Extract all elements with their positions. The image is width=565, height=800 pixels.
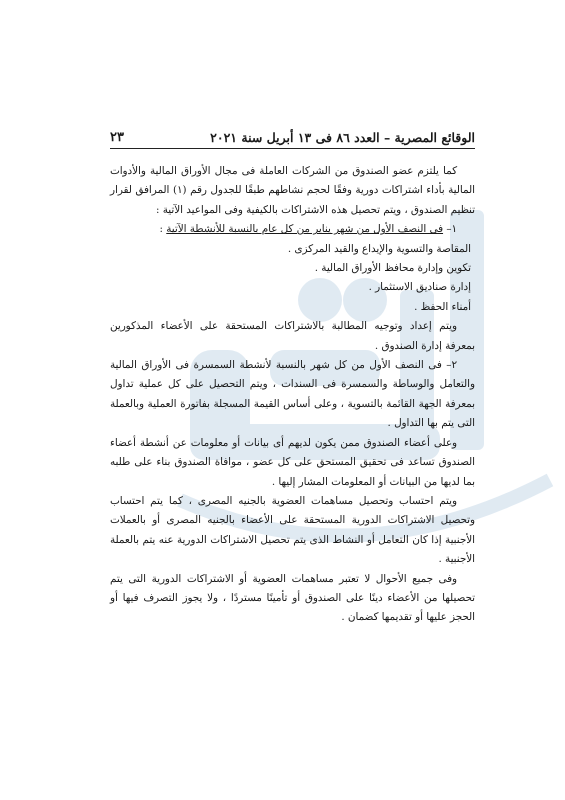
activity-item: تكوين وإدارة محافظ الأوراق المالية .: [314, 262, 471, 275]
item-1-heading: [110, 220, 475, 239]
page-header: [110, 130, 475, 149]
document-page: [110, 130, 475, 628]
activity-item: أمناء الحفظ .: [414, 300, 471, 313]
paragraph-6: وفى جميع الأحوال لا تعتبر مساهمات العضوية أو الاشتراكات الدورية التى يتم تحصيلها من الأعضاء دينًا على الصندوق أو تأمينًا مستردًا ، ولا يجوز التصرف فيها أو الحجز عليها أو تقديمها كضمان .: [110, 572, 475, 624]
paragraph-1: كما يلتزم عضو الصندوق من الشركات العاملة فى مجال الأوراق المالية والأدوات المالية بأداء اشتراكات دورية وفقًا لحجم نشاطهم طبقًا للجدول رقم (١) المرافق لقرار تنظيم الصندوق ، ويتم تحصيل هذه الاشتراكات بالكيفية وفى المواعيد الآتية :: [110, 165, 475, 216]
paragraph-5: ويتم احتساب وتحصيل مساهمات العضوية بالجنيه المصرى ، كما يتم احتساب وتحصيل الاشتراكات الدورية المستحقة على الأعضاء بالجنيه المصرى أو بالعملات الأجنبية إذا كان التعامل أو النشاط الذى يتم تحصيل الاشتراكات الدورية عنه يتم بالعملة الأجنبية .: [110, 494, 475, 566]
paragraph-3: ٢– فى النصف الأول من كل شهر بالنسبة لأنشطة السمسرة فى الأوراق المالية والتعامل والوساطة والسمسرة فى السندات ، ويتم التحصيل على كل عملية تداول بمعرفة الجهة القائمة بالتسوية ، وعلى أساس القيمة المسجلة بفاتورة العملية وبالعملة التى يتم بها التداول .: [110, 359, 475, 430]
page-number: ٢٣: [110, 130, 124, 145]
activity-item: المقاصة والتسوية والإيداع والقيد المركزى .: [287, 242, 471, 255]
item-1-suffix: :: [159, 223, 167, 236]
activity-item: إدارة صناديق الاستثمار .: [368, 281, 471, 294]
header-title: الوقائع المصرية – العدد ٨٦ فى ١٣ أبريل سنة ٢٠٢١: [210, 130, 475, 145]
item-1-prefix: ١–: [443, 223, 457, 236]
paragraph-2: ويتم إعداد وتوجيه المطالبة بالاشتراكات المستحقة على الأعضاء المذكورين بمعرفة إدارة الصندوق .: [110, 320, 475, 352]
item-1-underlined: فى النصف الأول من شهر يناير من كل عام بالنسبة للأنشطة الآتية: [166, 223, 444, 236]
paragraph-4: وعلى أعضاء الصندوق ممن يكون لديهم أى بيانات أو معلومات عن أنشطة أعضاء الصندوق تساعد فى تحقيق المستحق على كل عضو ، موافاة الصندوق بناء على طلبه بما لديها من البيانات أو المعلومات المشار إليها .: [110, 436, 475, 488]
